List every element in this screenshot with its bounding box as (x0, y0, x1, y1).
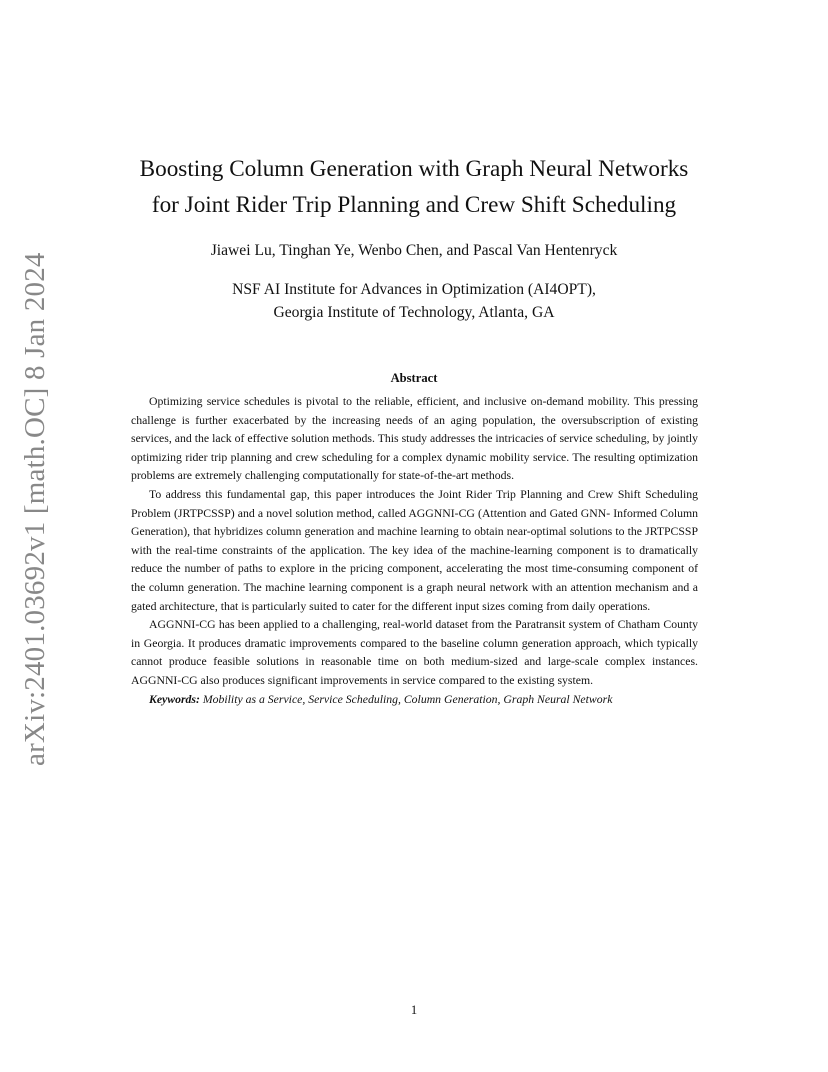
affiliation-line-1: NSF AI Institute for Advances in Optimization (AI4OPT), (232, 281, 596, 298)
abstract-paragraph: Optimizing service schedules is pivotal to the reliable, efficient, and inclusive on-demand mobility. This pressing challenge is further exacerbated by the increasing needs of an aging population, the oversubscription of existing services, and the lack of effective solution methods. This study addresses the intricacies of service scheduling, by jointly optimizing rider trip planning and crew scheduling for a complex dynamic mobility service. The resulting optimization problems are extremely challenging computationally for state-of-the-art methods. (131, 395, 698, 483)
page-number: 1 (410, 1003, 418, 1017)
abstract-paragraph: AGGNNI-CG has been applied to a challenging, real-world dataset from the Paratransit system of Chatham County in Georgia. It produces dramatic improvements compared to the baseline column generation approach, which typically cannot produce feasible solutions in reasonable time on both medium-sized and large-scale complex instances. AGGNNI-CG also produces significant improvements in service compared to the existing system. (131, 618, 698, 687)
abstract-heading: Abstract (390, 371, 438, 385)
title-line-2: for Joint Rider Trip Planning and Crew Shift Scheduling (151, 192, 677, 218)
author-list: Jiawei Lu, Tinghan Ye, Wenbo Chen, and Pascal Van Hentenryck (210, 242, 618, 259)
title-line-1: Boosting Column Generation with Graph Neural Networks (139, 156, 689, 182)
paper-title (100, 151, 728, 223)
keywords-line (131, 691, 698, 710)
affiliation (100, 278, 728, 324)
keywords-label: Keywords: (149, 692, 200, 706)
abstract-paragraph: To address this fundamental gap, this paper introduces the Joint Rider Trip Planning and Crew Shift Scheduling Problem (JRTPCSSP) and a novel solution method, called AGGNNI-CG (Attention and Gated GNN- Informed Column Generation), that hybridizes column generation and machine learning to obtain near-optimal solutions to the JRTPCSSP with the real-time constraints of the application. The key idea of the machine-learning component is to dramatically reduce the number of paths to explore in the pricing component, accelerating the most time-consuming component of the column generation. The machine learning component is a graph neural network with an attention mechanism and a gated architecture, that is particularly suited to cater for the different input sizes coming from daily operations. (131, 487, 698, 613)
keywords-list: Mobility as a Service, Service Scheduling, Column Generation, Graph Neural Network (202, 692, 613, 706)
affiliation-line-2: Georgia Institute of Technology, Atlanta, GA (273, 304, 555, 321)
arxiv-sidebar (16, 252, 62, 768)
arxiv-identifier: arXiv:2401.03692v1 [math.OC] 8 Jan 2024 (19, 252, 51, 766)
abstract-body (131, 393, 698, 709)
